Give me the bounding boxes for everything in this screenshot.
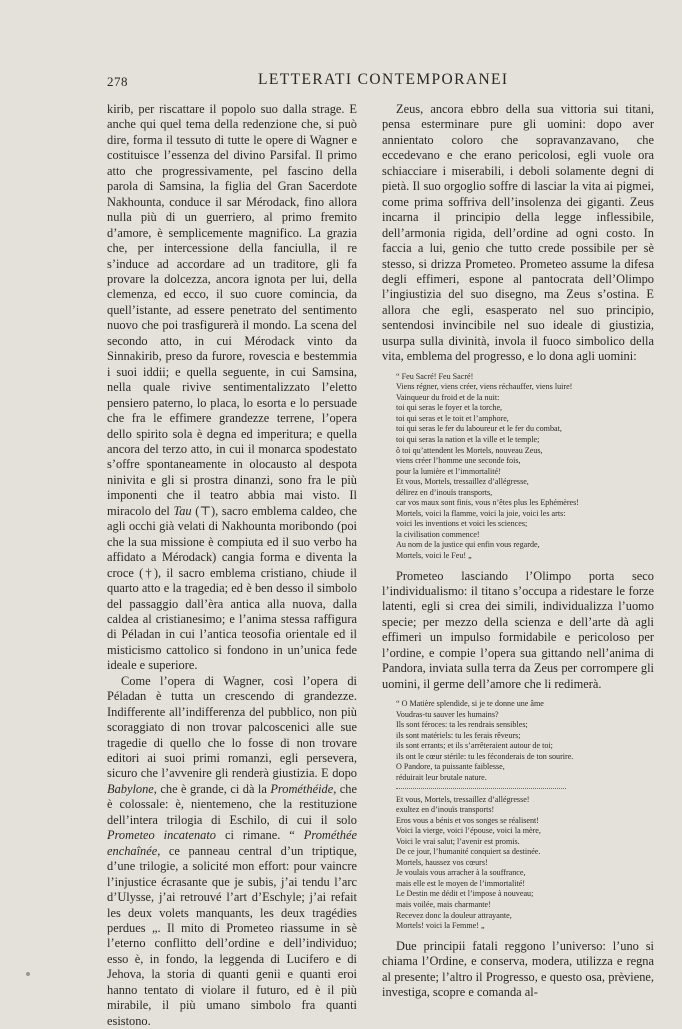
verse-line: Et vous, Mortels, tressaillez d’allégresse!: [396, 794, 530, 804]
paragraph: Prometeo lasciando l’Olimpo porta seco l’individualismo: il titano s’occupa a ridestare le forze latenti, egli si crea dei simili, individualizza l’uomo specie; per mezzo della scienza e dell’arte dà agli effimeri un impulso formidabile e pericoloso per l’ordine, e compie l’opera sua gittando nell’anima di Pandora, inviata sulla terra da Zeus per corrompere gli uomini, il germe dell’amore che li redimerà.: [382, 568, 654, 691]
paper-speck: [26, 972, 30, 976]
verse-line: Vainqueur du froid et de la nuit:: [396, 392, 500, 402]
paragraph-text: ci rimane. “: [215, 828, 304, 843]
verse-line: Ils sont féroces: ta les rendrais sensibles;: [396, 720, 528, 730]
page-number: 278: [107, 74, 128, 89]
verse-line: Le Destin me dédit et l’impose à nouveau;: [396, 889, 534, 899]
verse-line: “ O Matière splendide, si je te donne une âme: [396, 699, 544, 709]
verse-line: la civilisation commence!: [396, 529, 480, 539]
verse-line: viens créer l’homme une seconde fois,: [396, 456, 521, 466]
verse-line: ô toi qu’attendent les Mortels, nouveau Zeus,: [396, 445, 543, 455]
verse-line: pour la lumière et l’immortalité!: [396, 466, 501, 476]
verse-line: mais voilée, mais charmante!: [396, 900, 491, 910]
work-title: Prométhéide: [270, 781, 334, 796]
verse-line: Voudras-tu sauver les humains?: [396, 709, 499, 719]
paragraph-text: kirib, per riscattare il popolo suo dalla strage. E anche qui quel tema della redenzione che, si può dire, forma il tessuto di tutte le opere di Wagner e costituisce l’essenza del divino Parsifal. Il primo atto che progressivamente, pel fascino della parola di Samsina, la figlia del Gran Sacerdote Nakhounta, conduce il sar Mérodack, fino allora nulla più di un guerriero, al primo fremito d’amore, è semplicemente magnifico. La grazia che, per intercessione della fanciulla, il re s’induce ad accordare ad un traditore, gli fa provare la dolcezza, ancora ignota per lui, della clemenza, ed ecco, il suo cuore comincia, da quell’istante, ad essere penetrato del sentimento nuovo che poi trasfigurerà il mondo. La scena del secondo atto, in cui Mérodack vinto da Sinnakirib, preso da furore, rovescia e bestemmia i suoi iddii; e quella seguente, in cui Samsina, nella quale rivive sentimentalizzato l’eletto pensiero paterno, lo placa, lo esorta e lo persuade che fra le effimere grandezze terrene, l’opera dello spirito sola è degna ed imperitura; e quella ancora del terzo atto, in cui il monarca spodestato s’offre spontaneamente in olocausto al despota ninivita e gli si prostra dinanzi, sono fra le più imponenti che il teatro abbia mai visto. Il miracolo del: [107, 102, 357, 518]
verse-line: Au nom de la justice qui enfin vous regarde,: [396, 540, 540, 550]
verse-line: réduirait leur brutale nature.: [396, 773, 487, 782]
work-title: Babylone: [107, 781, 154, 796]
verse-line: Mortels, voici le Feu! „: [396, 551, 472, 560]
italic-word: Tau: [173, 503, 192, 518]
verse-line: Mortels, haussez vos cœurs!: [396, 857, 488, 867]
verse-quote: [396, 699, 654, 931]
verse-line: Mortels! voici la Femme! „: [396, 921, 485, 931]
verse-line: toi qui seras le foyer et la torche,: [396, 403, 503, 413]
paragraph-text: , ce panneau central d’un triptique, d’une trilogie, a solicité mon effort: pour vaincre l’injustice écrasante que je subis, j’ai tendu l’arc d’Ulysse, j’ai retrouvé l’art d’Eschyle; j’ai refait les deux volets manquants, les deux tragédies perdues „. Il mito di Prometeo riassume in sè l’eterno conflitto dell’ordine e dell’individuo; esso è, in fondo, la leggenda di Lucifero e di Jehova, la storia di quanti genii e quanti eroi hanno tentato di violare il futuro, ed è il più mirabile, il più umano simbolo fra quanti esistono.: [107, 843, 357, 1028]
left-column: [107, 102, 357, 1029]
running-title: LETTERATI CONTEMPORANEI: [258, 71, 509, 88]
verse-line: Eros vous a bénis et vos songes se réalisent!: [396, 815, 539, 825]
verse-line: Voici la vierge, voici l’épouse, voici la mère,: [396, 826, 541, 836]
paragraph: Zeus, ancora ebbro della sua vittoria sui titani, pensa esterminare pure gli uomini: dopo aver annientato coloro che sopravanzavano, che eccedevano e che erano pericolosi, egli vuole ora schiacciare i miserabili, i deboli solamente degni di pietà. Il suo orgoglio soffre di lasciar la vita ai pigmei, come prima soffriva dell’insolenza dei giganti. Zeus incarna il principio della legge inflessibile, dell’armonia rigida, dell’ordine ad ogni costo. In faccia a lui, genio che tutto crede possibile per sè stesso, si drizza Prometeo. Prometeo assume la difesa degli effimeri, espone al pantocrata dell’Olimpo l’ingiustizia del suo disegno, ma Zeus s’ostina. E allora che egli, esasperato nel suo principio, sentendosi invincibile nel suo ideale di giustizia, usurpa sulla divinità, invola il fuoco simbolico della vita, emblema del progresso, e lo dona agli uomini:: [382, 102, 654, 364]
work-title: Prometeo incatenato: [107, 828, 216, 843]
verse-line: ils sont matériels: tu les ferais rêveurs;: [396, 730, 521, 740]
right-column: [382, 102, 654, 1000]
verse-line: exultez en d’inouïs transports!: [396, 805, 495, 815]
paragraph-text: , che è colossale: è, nientemeno, che la restituzione dell’intera trilogia di Eschilo, di cui il solo: [107, 781, 357, 827]
verse-line: toi qui seras le fer du laboureur et le fer du combat,: [396, 424, 562, 434]
paragraph: [107, 674, 357, 1029]
paragraph-text: (⊤), sacro emblema caldeo, che agli occhi già velati di Nakhounta moribondo (poi che la sua missione è compiuta ed il suo verbo ha affidato a Mérodack) cangia forma e diventa la croce (†), il sacro emblema cristiano, chiude il quarto atto e la tragedia; ed è ben desso il simbolo del passaggio dall’èra antica alla nuova, dalla caldea al cristianesimo; e l’anima stessa raffigura di Péladan in cui l’antica teosofia orientale ed il misticismo cattolico si fondono in un’unica fede ideale e superiore.: [107, 503, 358, 673]
verse-line: O Pandore, ta puissante faiblesse,: [396, 762, 505, 772]
paragraph-text: Come l’opera di Wagner, così l’opera di Péladan è tutta un crescendo di grandezze. Indifferente all’indifferenza del pubblico, non più scoraggiato di non trovar palcoscenici alle sue tragedie di quello che lo fosse di non trovare editori ai suoi primi romanzi, egli persevera, sicuro che l’avvenire gli renderà giustizia. E dopo: [107, 673, 357, 781]
paragraph-text: , che è grande, ci dà la: [153, 781, 271, 796]
verse-line: Voici le vrai salut; l’avenir est promis.: [396, 836, 520, 846]
verse-line: Et vous, Mortels, tressaillez d’allégresse,: [396, 477, 529, 487]
verse-line: Je voulais vous arracher à la souffrance,: [396, 868, 526, 878]
verse-line: ils ont le cœur stérile: tu les féconderais de ton sourire.: [396, 751, 574, 761]
verse-line: Mortels, voici la flamme, voici la joie, voici les arts:: [396, 508, 566, 518]
verse-line: ils sont errants; et ils s’arrêteraient autour de toi;: [396, 741, 553, 751]
verse-quote: [396, 372, 654, 562]
verse-separator: [396, 788, 566, 790]
verse-line: De ce jour, l’humanité conquiert sa destinée.: [396, 847, 541, 857]
verse-line: car vos maux sont finis, vous n’êtes plus les Ephémères!: [396, 498, 579, 508]
verse-line: délirez en d’inouïs transports,: [396, 487, 493, 497]
verse-line: mais elle est le moyen de l’immortalité!: [396, 878, 526, 888]
verse-line: toi qui seras et le toit et l’amphore,: [396, 413, 509, 423]
paragraph: Due principii fatali reggono l’universo: l’uno si chiama l’Ordine, e conserva, modera, utilizza e regna al presente; l’altro il Progresso, e questo osa, prèviene, investiga, scopre e comanda al-: [382, 938, 654, 1000]
verse-line: Recevez donc la douleur attrayante,: [396, 910, 512, 920]
paragraph: [107, 102, 357, 674]
verse-line: Viens régner, viens créer, viens réchauffer, viens luire!: [396, 382, 573, 392]
work-title: Prométhée enchaînée: [107, 828, 357, 858]
verse-line: voici les inventions et voici les sciences;: [396, 519, 528, 529]
verse-line: toi qui seras la nation et la ville et le temple;: [396, 434, 540, 444]
verse-line: “ Feu Sacré! Feu Sacré!: [396, 371, 474, 381]
